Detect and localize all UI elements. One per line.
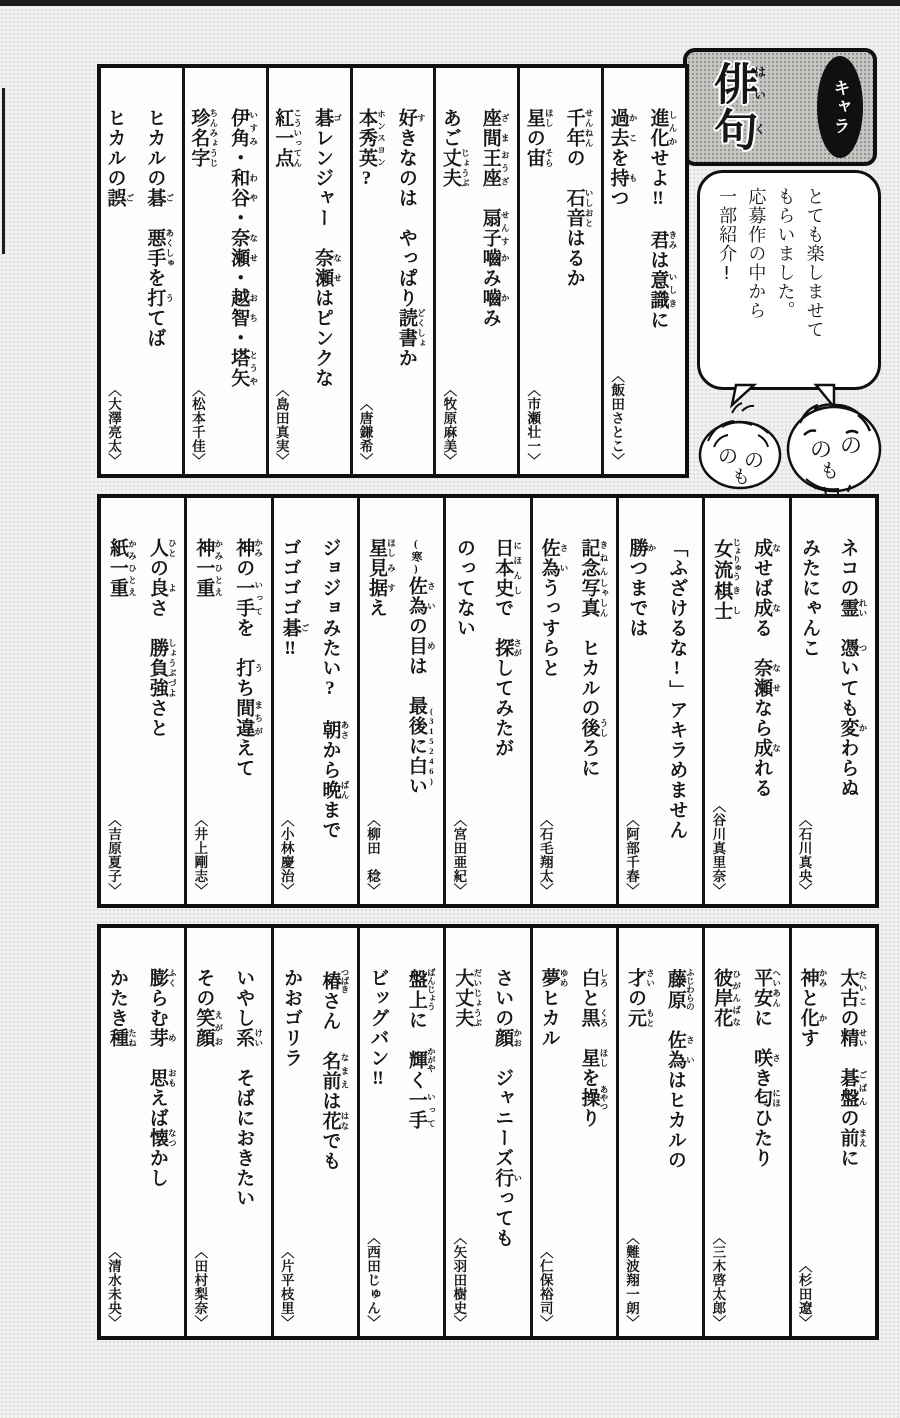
author-name: 〈石川真央〉 [796, 813, 812, 897]
author-name: 〈宮田亜紀〉 [451, 813, 467, 897]
furigana-ruby: 探 さが [492, 638, 523, 658]
furigana-ruby: 奈瀬 なせ [228, 228, 259, 268]
furigana-ruby: 元 もと [624, 1008, 656, 1028]
haiku-column [436, 68, 520, 474]
furigana-ruby: 白 しろ [578, 968, 610, 988]
haiku-line-1: さいの顔 かお ジャニーズ行 いっても [492, 968, 523, 1248]
haiku-column [101, 928, 187, 1336]
haiku-band-3 [97, 924, 879, 1340]
furigana-ruby: 匂 にほ [751, 1088, 782, 1108]
furigana-ruby: 持 も [607, 168, 639, 188]
furigana-ruby: 日本史 にほんし [492, 538, 523, 598]
furigana-ruby: 誤 ご [104, 188, 135, 208]
haiku-line-1: 膨 ふくらむ芽 め 思 おもえば懐 なつかし [146, 968, 178, 1188]
haiku-line-2: あご丈夫 じょうぶ [439, 108, 471, 188]
author-name: 〈阿部千春〉 [624, 813, 640, 897]
speech-bubble-text [712, 187, 829, 373]
haiku-column [446, 498, 532, 904]
author-name: 〈難波翔一朗〉 [624, 1231, 640, 1329]
furigana-ruby: 星 ほし [523, 108, 555, 128]
furigana-ruby: 星 ほし [365, 538, 397, 558]
furigana-ruby: 太古 たいこ [837, 968, 868, 1008]
furigana-ruby: 碁盤 ごばん [837, 1068, 868, 1108]
authors-doodle-icon [688, 383, 893, 495]
furigana-ruby: 嚙 か [479, 248, 511, 268]
furigana-ruby: 芽 め [146, 1028, 178, 1048]
haiku-band-1 [97, 64, 689, 478]
author-name: 〈三木啓太郎〉 [710, 1231, 726, 1329]
furigana-ruby: 顔 かお [492, 1028, 523, 1048]
furigana-ruby: 珍名字 ちんみょうじ [188, 108, 219, 168]
furigana-ruby: 最後に白い (315246) [405, 696, 437, 796]
haiku-line-2: 過去 かこを持 もつ [607, 108, 639, 208]
furigana-ruby: 伊角 いすみ [228, 108, 259, 148]
furigana-ruby: 悪手 あくしゅ [144, 228, 175, 268]
haiku-line-1: ジョジョみたい? 朝 あさから晩 ばんまで [319, 538, 351, 840]
haiku-line-2: 才 さいの元 もと [624, 968, 656, 1028]
speech-bubble [697, 170, 881, 390]
haiku-column [520, 68, 604, 474]
furigana-ruby: 打 う [144, 288, 175, 308]
furigana-ruby: 一手 いって [405, 1089, 437, 1130]
furigana-ruby: 成 な [751, 598, 782, 618]
haiku-line-2: ヒカルの誤 ご [104, 108, 135, 208]
furigana-ruby: 星 ほし [578, 1048, 610, 1068]
furigana-ruby: 奈瀬 なせ [312, 248, 343, 288]
author-name: 〈片平枝里〉 [278, 1245, 294, 1329]
haiku-column [274, 928, 360, 1336]
haiku-line-2: 神 かみと化 かす [797, 968, 829, 1048]
bubble-line: 一部紹介! [716, 187, 738, 285]
furigana-ruby: 行 い [492, 1168, 523, 1188]
haiku-line-1: 記念 きねん写真 しゃしん ヒカルの後 うしろに [578, 538, 610, 778]
furigana-ruby: 人 ひと [146, 538, 178, 558]
furigana-ruby: 越智 おち [228, 288, 259, 328]
furigana-ruby: 黒 くろ [578, 1008, 610, 1028]
bubble-line: もらいました。 [774, 187, 796, 320]
haiku-column [705, 498, 791, 904]
furigana-ruby: 種 たね [107, 1028, 138, 1048]
furigana-ruby: 夢 ゆめ [538, 968, 570, 988]
furigana-ruby: 神一重 かみひとえ [193, 538, 224, 598]
furigana-ruby: 進化 しんか [647, 108, 678, 148]
haiku-column [533, 498, 619, 904]
furigana-ruby: 系 けい [233, 1028, 264, 1048]
haiku-line-2: かおゴリラ [281, 968, 303, 1068]
haiku-line-1: 人 ひとの良 よさ 勝負強 しょうぶづよさと [146, 538, 178, 738]
furigana-ruby: 石音 いしおと [563, 188, 595, 228]
author-name: 〈唐鎌希〉 [357, 397, 373, 467]
haiku-column [705, 928, 791, 1336]
haiku-column [792, 498, 875, 904]
furigana-ruby: 霊 れい [837, 598, 868, 618]
furigana-ruby: 塔矢 とうや [228, 348, 259, 388]
haiku-column [187, 928, 273, 1336]
author-name: 〈井上剛志〉 [192, 813, 208, 897]
author-name: 〈西田じゅん〉 [365, 1231, 381, 1329]
furigana-ruby: 座間 ざま [479, 108, 511, 148]
author-name: 〈松本千佳〉 [189, 383, 205, 467]
furigana-ruby: 佐為 さい [664, 1029, 696, 1070]
haiku-line-2: 佐為 さいうっすらと [538, 538, 570, 678]
haiku-line-1: (寒)佐為 さいの目 めは 最後に白い (315246) [405, 538, 437, 796]
author-name: 〈飯田さとこ〉 [609, 369, 625, 467]
furigana-ruby: 宙 そら [523, 148, 555, 168]
haiku-column [353, 68, 437, 474]
author-name: 〈杉田遼〉 [796, 1259, 812, 1329]
author-name: 〈谷川真里奈〉 [710, 799, 726, 897]
author-name: 〈大澤亮太〉 [105, 383, 121, 467]
series-badge-label: キャラ [830, 78, 850, 136]
haiku-line-2: かたき種 たね [107, 968, 138, 1048]
page-title [709, 61, 766, 153]
haiku-line-1: 藤原 ふじわらの 佐為 さいはヒカルの [664, 968, 696, 1170]
furigana-ruby: 咲 さ [751, 1048, 782, 1068]
haiku-line-2: ゴゴゴゴ碁 ご‼ [279, 538, 311, 660]
furigana-ruby: 成 な [751, 538, 782, 558]
svg-text:も: も [820, 460, 840, 482]
scan-artifact-top [0, 0, 900, 6]
furigana-ruby: 前 まえ [837, 1128, 868, 1148]
furigana-ruby: 神 かみ [797, 968, 829, 988]
furigana-ruby: 据 す [365, 578, 397, 598]
furigana-ruby: 平安 へいあん [751, 968, 782, 1008]
svg-text:も: も [732, 467, 750, 488]
furigana-ruby: 彼岸花 ひがんばな [711, 968, 742, 1028]
author-name: 〈島田真実〉 [273, 383, 289, 467]
scan-artifact-left [2, 88, 5, 254]
series-badge [817, 56, 863, 158]
haiku-line-1: 千年 せんねんの 石音 いしおとはるか [563, 108, 595, 288]
furigana-ruby: 和谷 わや [228, 168, 259, 208]
bubble-line: とても楽しませて [803, 187, 825, 339]
haiku-column [604, 68, 685, 474]
furigana-ruby: 女流 じょりゅう [711, 538, 742, 581]
furigana-ruby: 名前 なまえ [319, 1050, 351, 1091]
furigana-ruby: 一手 いって [233, 578, 264, 618]
author-name: 〈小林慶治〉 [278, 813, 294, 897]
svg-text:の: の [810, 438, 833, 463]
furigana-ruby: 神 かみ [233, 538, 264, 558]
furigana-ruby: 過去 かこ [607, 108, 639, 148]
furigana-ruby: 後 うし [578, 718, 610, 738]
furigana-ruby: 碁 ゴ [312, 108, 343, 128]
haiku-line-1: 座間 ざま王座 おうざ 扇子 せんす嚙 かみ嚙 かみ [479, 108, 511, 328]
furigana-ruby: 君 きみ [647, 230, 678, 250]
furigana-ruby: 記念 きねん [578, 538, 610, 578]
furigana-ruby: 憑 つ [837, 638, 868, 658]
furigana-ruby: 嚙 か [479, 288, 511, 308]
furigana-ruby: 千年 せんねん [563, 108, 595, 148]
author-name: 〈柳田 稔〉 [365, 813, 381, 897]
haiku-line-1: 盤上 ばんじょうに 輝 かがやく一手 いって [405, 968, 437, 1130]
haiku-line-2: 勝 かつまでは [626, 538, 657, 638]
furigana-ruby: 碁 ご [144, 188, 175, 208]
haiku-column [619, 498, 705, 904]
furigana-ruby: 扇子 せんす [479, 208, 511, 248]
furigana-ruby: 王座 おうざ [479, 148, 511, 188]
haiku-line-1: 成 なせば成 なる 奈瀬 なせなら成 なれる [751, 538, 782, 798]
haiku-line-1: 碁 ゴレンジャー 奈瀬 なせはピンクな [312, 108, 343, 388]
header-title-box [683, 48, 877, 166]
furigana-ruby: 藤原 ふじわらの [664, 968, 696, 1011]
furigana-ruby: 晩 ばん [319, 780, 351, 800]
author-name: 〈吉原夏子〉 [106, 813, 122, 897]
haiku-line-1: 太古 たいこの精 せい 碁盤 ごばんの前 まえに [837, 968, 868, 1168]
furigana-ruby: 棋士 きし [711, 580, 742, 621]
furigana-ruby: 輝 かがや [405, 1047, 437, 1073]
svg-text:の: の [840, 434, 863, 459]
furigana-ruby: 打 う [233, 658, 264, 678]
haiku-column [274, 498, 360, 904]
haiku-line-1: ネコの霊 れい 憑 ついても変 かわらぬ [837, 538, 868, 798]
furigana-ruby: 句く [707, 107, 767, 153]
haiku-band-2 [97, 494, 879, 908]
furigana-ruby: 奈瀬 なせ [751, 658, 782, 698]
haiku-column [269, 68, 353, 474]
haiku-line-1: 椿 つばきさん 名前 なまえは花 はなでも [319, 968, 351, 1171]
haiku-line-1: 白 しろと黒 くろ 星 ほしを操 あやつり [578, 968, 610, 1128]
haiku-column [187, 498, 273, 904]
furigana-ruby: 才 さい [624, 968, 656, 988]
furigana-ruby: 変 か [837, 718, 868, 738]
haiku-line-1: 伊角 いすみ・和谷 わや・奈瀬 なせ・越智 おち・塔矢 とうや [228, 108, 259, 388]
author-name: 〈清水未央〉 [106, 1245, 122, 1329]
furigana-ruby: 化 か [797, 1008, 829, 1028]
furigana-ruby: 思 おも [146, 1068, 178, 1088]
haiku-line-1: 神 かみの一手 いってを 打 うち間違 まちがえて [233, 538, 264, 778]
furigana-ruby: 笑顔 えがお [193, 1008, 224, 1048]
haiku-column [446, 928, 532, 1336]
small-annotation: (寒) [409, 538, 422, 576]
author-name: 〈田村梨奈〉 [192, 1245, 208, 1329]
haiku-line-2: のってない [453, 538, 475, 638]
haiku-line-2: 夢 ゆめヒカル [538, 968, 570, 1048]
haiku-column [792, 928, 875, 1336]
author-name: 〈仁保裕司〉 [537, 1245, 553, 1329]
svg-text:の: の [718, 444, 738, 468]
author-name: 〈牧原麻美〉 [441, 383, 457, 467]
haiku-line-2: その笑顔 えがお [193, 968, 224, 1048]
furigana-ruby: 操 あやつ [578, 1085, 610, 1111]
haiku-column [185, 68, 269, 474]
furigana-ruby: 間違 まちが [233, 698, 264, 738]
furigana-ruby: 膨 ふく [146, 968, 178, 988]
furigana-ruby: 盤上 ばんじょう [405, 968, 437, 1011]
furigana-ruby: 紅一点 こういってん [272, 108, 303, 168]
haiku-line-1: 平安 へいあんに 咲 さき匂 にほひたり [751, 968, 782, 1168]
haiku-line-2: ビッグバン‼ [367, 968, 389, 1090]
haiku-line-2: 星 ほしの宙 そら [523, 108, 555, 168]
furigana-ruby: 成 な [751, 738, 782, 758]
haiku-column [101, 498, 187, 904]
furigana-ruby: 丈夫 じょうぶ [439, 148, 471, 188]
furigana-ruby: 本秀英 ホンスヨン [356, 108, 387, 168]
haiku-line-2: みたにゃんこ [799, 538, 821, 658]
furigana-ruby: 勝 か [626, 538, 657, 558]
furigana-ruby: 花 はな [319, 1110, 351, 1131]
furigana-ruby: 佐為 さい [538, 538, 570, 578]
furigana-ruby: 俳はい [707, 61, 767, 107]
furigana-ruby: 碁 ご [279, 618, 311, 638]
furigana-ruby: 精 せい [837, 1028, 868, 1048]
furigana-ruby: 勝負強 しょうぶづよ [146, 638, 178, 698]
furigana-ruby: 懐 なつ [146, 1128, 178, 1148]
haiku-line-2: 星 ほし見 み据 すえ [365, 538, 397, 618]
haiku-column [533, 928, 619, 1336]
haiku-line-1: ヒカルの碁 ご 悪手 あくしゅを打 うてば [144, 108, 175, 348]
author-name: 〈市瀬壮一〉 [525, 383, 541, 467]
furigana-ruby: 椿 つばき [319, 968, 351, 994]
haiku-line-2: 本秀英 ホンスヨン? [356, 108, 387, 190]
furigana-ruby: 意識 いしき [647, 270, 678, 310]
furigana-ruby: 写真 しゃしん [578, 578, 610, 618]
furigana-ruby: 紙一重 かみひとえ [107, 538, 138, 598]
furigana-ruby: 大丈夫 だいじょうぶ [452, 968, 483, 1028]
furigana-ruby: 好 す [395, 108, 427, 128]
author-name: 〈石毛翔太〉 [537, 813, 553, 897]
haiku-line-1: 進化 しんかせよ‼ 君 きみは意識 いしきに [647, 108, 678, 330]
bubble-line: 応募作の中から [745, 187, 767, 320]
haiku-line-1: いやし系 けい そばにおきたい [233, 968, 264, 1208]
svg-text:の: の [744, 448, 764, 472]
haiku-line-1: 好 すきなのは やっぱり読書 どくしょか [395, 108, 427, 368]
furigana-ruby: 佐為 さい [405, 576, 437, 616]
haiku-line-1: 「ふざけるな!」アキラめません [666, 538, 688, 840]
haiku-column [360, 928, 446, 1336]
author-name: 〈矢羽田樹史〉 [451, 1231, 467, 1329]
haiku-line-1: 日本史 にほんしで 探 さがしてみたが [492, 538, 523, 758]
haiku-column [360, 498, 446, 904]
haiku-column [619, 928, 705, 1336]
furigana-ruby: 良 よ [146, 578, 178, 598]
furigana-ruby: 読書 どくしょ [395, 308, 427, 348]
furigana-ruby: 見 み [365, 558, 397, 578]
furigana-ruby: 朝 あさ [319, 720, 351, 740]
haiku-column [101, 68, 185, 474]
furigana-ruby: 目 め [405, 636, 437, 656]
